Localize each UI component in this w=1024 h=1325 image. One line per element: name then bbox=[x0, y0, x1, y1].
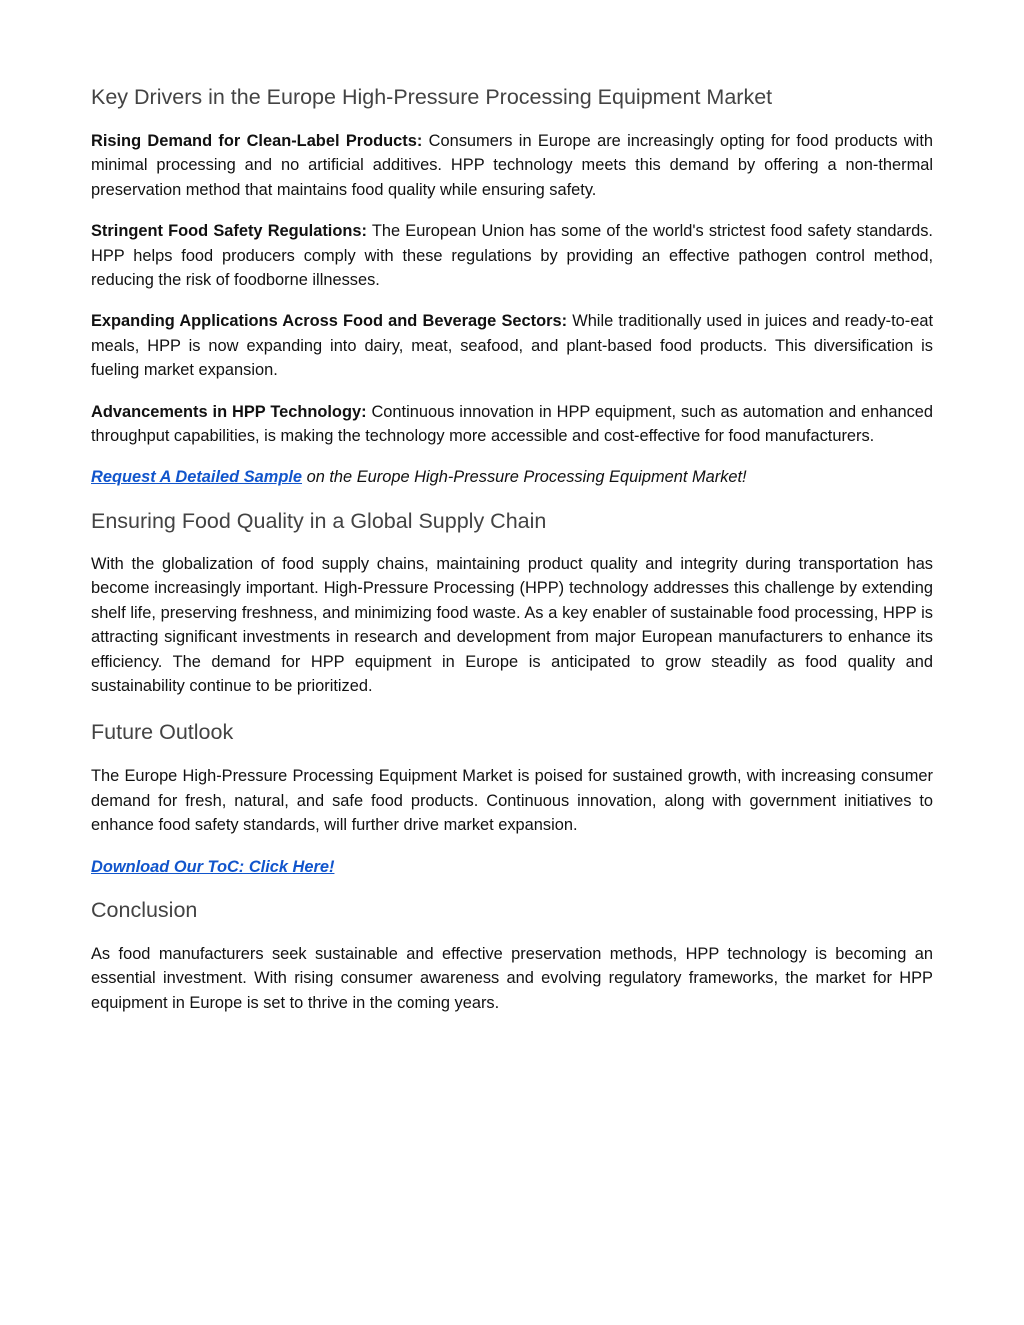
driver-paragraph-food-safety bbox=[91, 219, 933, 292]
section-heading-conclusion: Conclusion bbox=[91, 897, 198, 922]
download-toc-link[interactable]: Download Our ToC: Click Here! bbox=[91, 857, 335, 876]
driver-text: While traditionally used in juices and ready-to-eat meals, HPP is now expanding into dairy, meat, seafood, and plant-based food products. This diversification is fueling market expansion. bbox=[91, 312, 934, 380]
section-heading-food-quality: Ensuring Food Quality in a Global Supply Chain bbox=[91, 508, 547, 533]
driver-label: Advancements in HPP Technology: bbox=[91, 402, 367, 421]
driver-paragraph-technology bbox=[91, 400, 933, 449]
driver-paragraph-applications bbox=[91, 309, 933, 382]
request-sample-link[interactable]: Request A Detailed Sample bbox=[91, 468, 303, 487]
driver-label: Rising Demand for Clean-Label Products: bbox=[91, 132, 423, 150]
conclusion-paragraph: As food manufacturers seek sustainable and effective preservation methods, HPP technology is becoming an essential investment. With rising consumer awareness and evolving regulatory frameworks, the market for HPP equipment in Europe is set to thrive in the coming years. bbox=[91, 944, 933, 1012]
driver-label: Expanding Applications Across Food and Beverage Sectors: bbox=[91, 312, 568, 331]
driver-paragraph-clean-label bbox=[91, 129, 933, 202]
sample-request-text: on the Europe High-Pressure Processing Equipment Market! bbox=[306, 468, 747, 487]
driver-text: Consumers in Europe are increasingly opting for food products with minimal processing and no artificial additives. HPP technology meets this demand by offering a non-thermal preservation method that maintains food quality while ensuring safety. bbox=[91, 132, 933, 199]
section-heading-future-outlook: Future Outlook bbox=[91, 720, 234, 745]
driver-text: Continuous innovation in HPP equipment, such as automation and enhanced throughput capabilities, is making the technology more accessible and cost-effective for food manufacturers. bbox=[91, 402, 933, 446]
future-outlook-paragraph: The Europe High-Pressure Processing Equipment Market is poised for sustained growth, with increasing consumer demand for fresh, natural, and safe food products. Continuous innovation, along with government initiatives to enhance food safety standards, will further drive market expansion. bbox=[91, 767, 933, 835]
section-heading-key-drivers: Key Drivers in the Europe High-Pressure Processing Equipment Market bbox=[91, 85, 773, 109]
sample-request-line bbox=[91, 465, 933, 489]
food-quality-paragraph: With the globalization of food supply chains, maintaining product quality and integrity during transportation has become increasingly important. High-Pressure Processing (HPP) technology addresses this challenge by extending shelf life, preserving freshness, and minimizing food waste. As a key enabler of sustainable food processing, HPP is attracting significant investments in research and development from major European manufacturers to enhance its efficiency. The demand for HPP equipment in Europe is anticipated to grow steadily as food quality and sustainability continue to be prioritized. bbox=[91, 554, 933, 695]
driver-label: Stringent Food Safety Regulations: bbox=[91, 222, 367, 241]
document-page bbox=[91, 82, 933, 1015]
toc-download-line bbox=[91, 855, 933, 879]
driver-text: The European Union has some of the world's strictest food safety standards. HPP helps food producers comply with these regulations by providing an effective pathogen control method, reducing the risk of foodborne illnesses. bbox=[91, 222, 933, 290]
